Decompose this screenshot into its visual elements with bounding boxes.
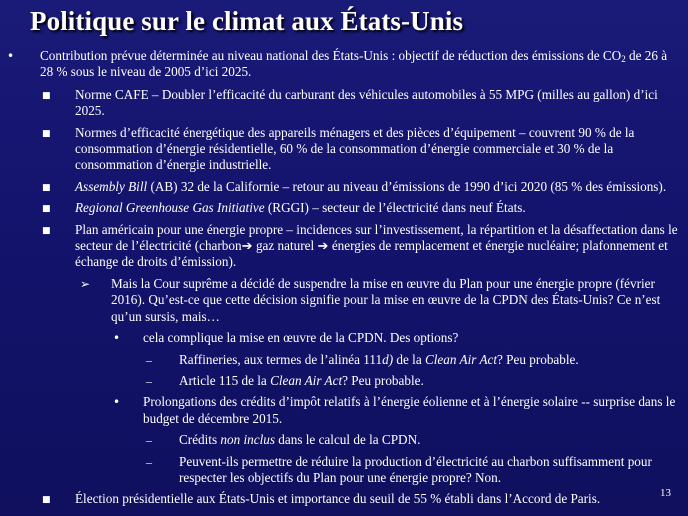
dash-marker: –	[146, 373, 152, 388]
slide-title: Politique sur le climat aux États-Unis	[30, 6, 464, 36]
bullet-text: Article 115 de la	[179, 372, 271, 388]
dash-marker: –	[146, 352, 152, 367]
square-bullet-icon: ■	[42, 495, 51, 506]
page-number: 13	[660, 487, 671, 499]
square-bullet-icon: ■	[42, 90, 51, 101]
bullet-rggi	[0, 200, 688, 216]
bullet-clean-power-plan	[0, 222, 688, 271]
bullet-text: (AB) 32 de la Californie – retour au niveau d’émissions de 1990 d’ici 2020 (85 % des émissions).	[147, 178, 667, 194]
italic-text: d)	[382, 351, 394, 367]
slide-content	[0, 48, 688, 513]
bullet-text: dans le calcul de la CPDN.	[275, 432, 421, 448]
bullet-text: énergies de remplacement et énergie nucléaire; plafonnement et échange de droits d’émission).	[75, 238, 668, 270]
bullet-marker: •	[113, 395, 121, 410]
bullet-marker: •	[7, 49, 15, 63]
dash-marker: –	[146, 454, 152, 469]
bullet-text: de 26 à 28 % sous le niveau de 2005 d’ici 2025.	[40, 48, 668, 80]
bullet-credits-not-included	[0, 432, 688, 448]
bullet-supreme-court	[0, 276, 688, 325]
bullet-text: cela complique la mise en œuvre de la CPDN. Des options?	[143, 330, 459, 346]
bullet-cafe	[0, 87, 688, 120]
bullet-text: Élection présidentielle aux États-Unis et importance du seuil de 55 % établi dans l’Accord de Paris.	[75, 491, 601, 507]
bullet-text: Crédits	[179, 432, 221, 448]
dash-marker: –	[146, 433, 152, 448]
bullet-text: Normes d’efficacité énergétique des appareils ménagers et des pièces d’équipement – couvrent 90 % de la consommation d’énergie résidentielle, 60 % de la consommation d’énergie commerciale et 30 % de la consommation d’énergie industrielle.	[75, 124, 635, 173]
bullet-efficiency-standards	[0, 125, 688, 174]
italic-text: Clean Air Act	[424, 351, 498, 367]
bullet-text: Peuvent-ils permettre de réduire la production d’électricité au charbon suffisamment pour respecter les objectifs du Plan pour une énergie propre? Non.	[179, 453, 652, 485]
italic-text: non inclus	[220, 432, 275, 448]
bullet-marker: •	[113, 331, 121, 346]
italic-text: Assembly Bill	[75, 178, 148, 194]
italic-text: Clean Air Act	[270, 372, 343, 388]
bullet-article-115	[0, 373, 688, 389]
italic-text: Regional Greenhouse Gas Initiative	[75, 200, 265, 216]
arrow-right-icon: ➔	[317, 238, 329, 254]
bullet-complicates	[0, 330, 688, 346]
bullet-us-ndc	[0, 48, 688, 81]
arrow-right-icon: ➔	[241, 238, 253, 254]
square-bullet-icon: ■	[42, 225, 51, 236]
bullet-election	[0, 491, 688, 507]
square-bullet-icon: ■	[42, 182, 51, 193]
arrowhead-bullet-icon: ➢	[80, 276, 91, 291]
bullet-text: Raffineries, aux termes de l’alinéa 111	[179, 351, 383, 367]
bullet-text: ? Peu probable.	[497, 351, 579, 367]
subscript: 2	[621, 54, 626, 64]
bullet-text: ? Peu probable.	[342, 372, 424, 388]
bullet-tax-credits	[0, 394, 688, 427]
bullet-text: de la	[393, 351, 425, 367]
bullet-text: Norme CAFE – Doubler l’efficacité du carburant des véhicules automobiles à 55 MPG (milles au gallon) d’ici 2025.	[75, 86, 658, 119]
square-bullet-icon: ■	[42, 128, 51, 139]
bullet-text: Prolongations des crédits d’impôt relatifs à l’énergie éolienne et à l’énergie solaire -- surprise dans le budget de décembre 2015.	[143, 394, 676, 426]
bullet-ab32	[0, 179, 688, 195]
bullet-text: Contribution prévue déterminée au niveau national des États-Unis : objectif de réduction des émissions de CO	[40, 48, 622, 63]
square-bullet-icon: ■	[42, 204, 51, 215]
bullet-text: Mais la Cour suprême a décidé de suspendre la mise en œuvre du Plan pour une énergie propre (février 2016). Qu’est-ce que cette décision signifie pour la mise en œuvre de la CPDN des États-Unis? Ce n’est qu’un sursis, mais…	[111, 275, 661, 324]
bullet-text: (RGGI) – secteur de l’électricité dans neuf États.	[264, 200, 526, 216]
bullet-refineries	[0, 352, 688, 368]
bullet-text: Plan américain pour une énergie propre – incidences sur l’investissement, la répartition et la désaffectation dans le secteur de l’électricité (charbon	[75, 221, 678, 254]
bullet-text: gaz naturel	[252, 238, 318, 254]
bullet-reduce-coal	[0, 454, 688, 487]
